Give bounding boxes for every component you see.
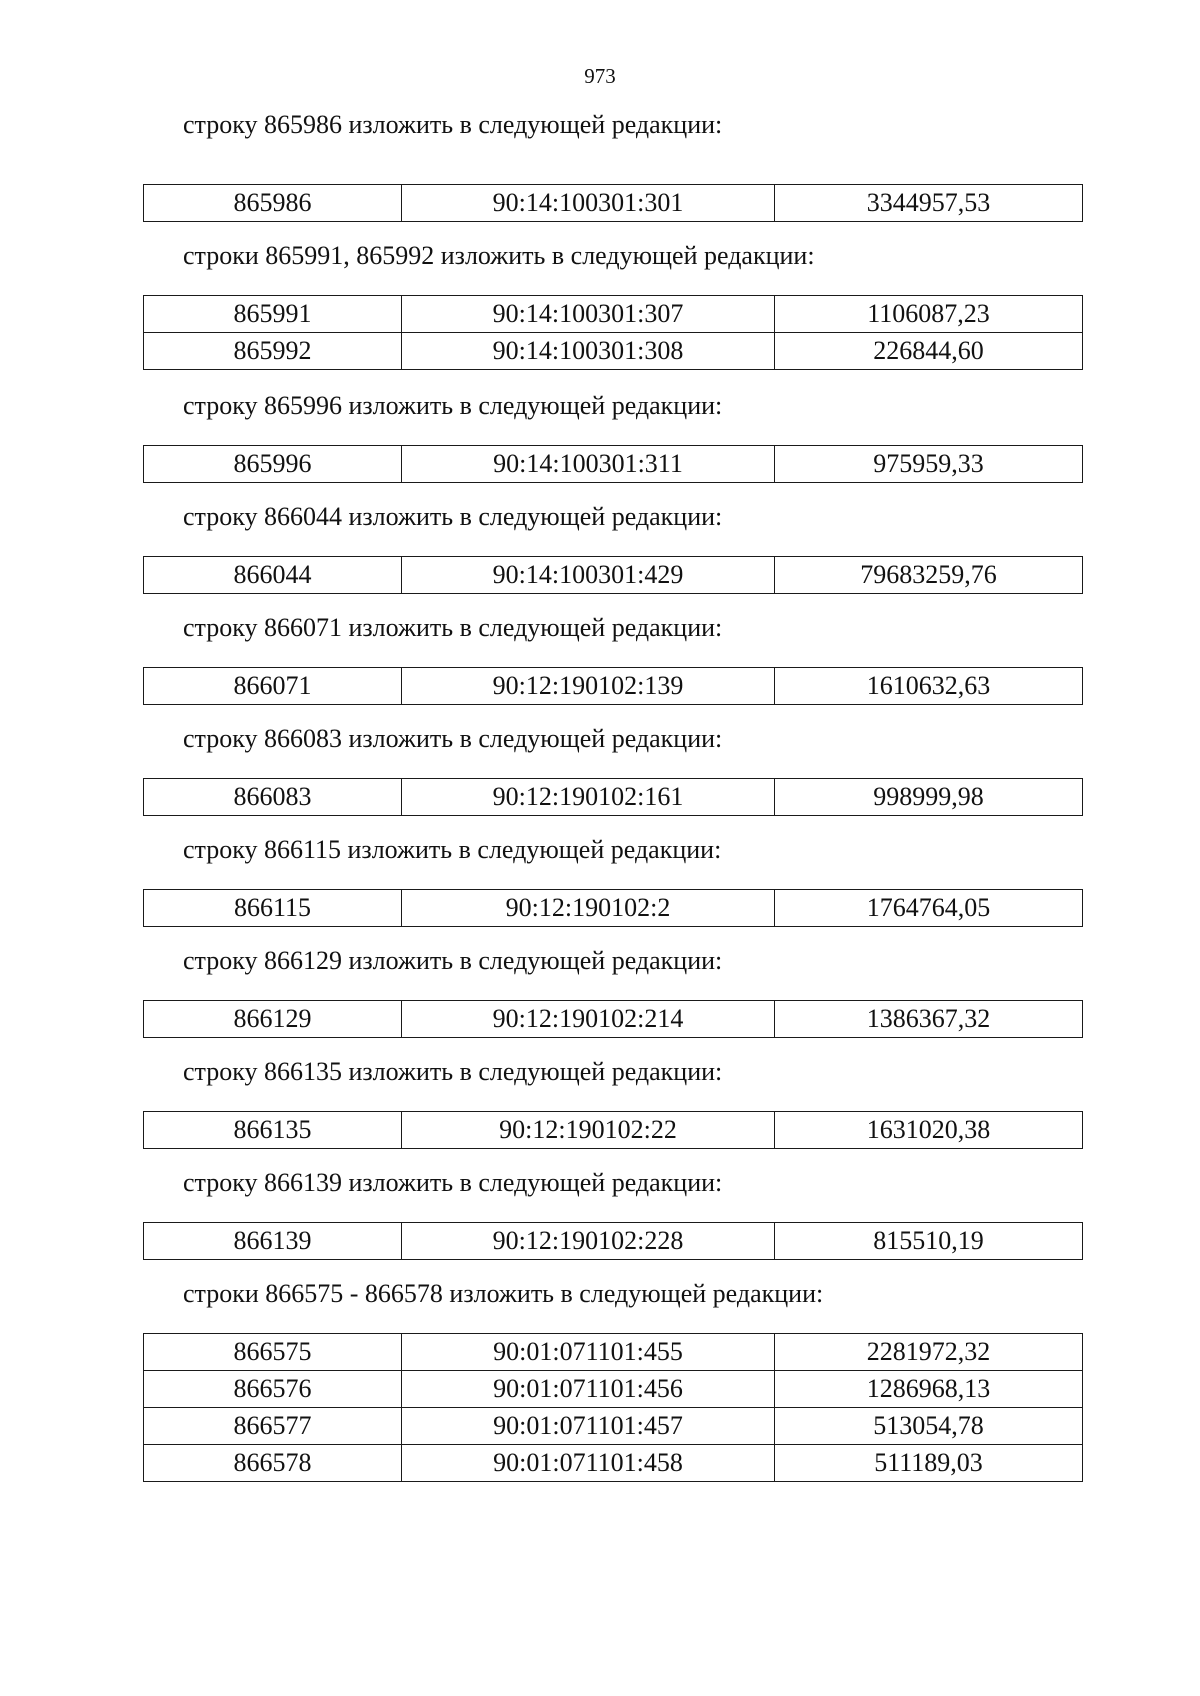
section-heading: строку 866071 изложить в следующей редакции:: [183, 613, 723, 642]
value-cell: 815510,19: [775, 1223, 1083, 1260]
table-row: [144, 1223, 1083, 1260]
table-row: [144, 1371, 1083, 1408]
table-row: [144, 446, 1083, 483]
value-cell: 226844,60: [775, 333, 1083, 370]
table-row: [144, 557, 1083, 594]
cadastral-number-cell: 90:12:190102:228: [402, 1223, 775, 1260]
section-heading: строки 866575 - 866578 изложить в следующей редакции:: [183, 1279, 824, 1308]
row-number-cell: 865991: [144, 296, 402, 333]
value-cell: 1286968,13: [775, 1371, 1083, 1408]
section-heading: строку 866139 изложить в следующей редакции:: [183, 1168, 723, 1197]
cadastral-number-cell: 90:12:190102:139: [402, 668, 775, 705]
section-heading: строку 865986 изложить в следующей редакции:: [183, 110, 723, 139]
page-number: 973: [584, 64, 616, 88]
row-number-cell: 865996: [144, 446, 402, 483]
table-row: [144, 1445, 1083, 1482]
cadastral-number-cell: 90:01:071101:456: [402, 1371, 775, 1408]
cadastral-number-cell: 90:01:071101:457: [402, 1408, 775, 1445]
value-cell: 513054,78: [775, 1408, 1083, 1445]
cadastral-number-cell: 90:12:190102:214: [402, 1001, 775, 1038]
cadastral-number-cell: 90:14:100301:311: [402, 446, 775, 483]
section-heading: строку 866083 изложить в следующей редакции:: [183, 724, 723, 753]
section-heading: строку 866135 изложить в следующей редакции:: [183, 1057, 723, 1086]
row-number-cell: 866139: [144, 1223, 402, 1260]
cadastral-number-cell: 90:01:071101:455: [402, 1334, 775, 1371]
amendment-table: [143, 889, 1083, 927]
section-heading: строку 866129 изложить в следующей редакции:: [183, 946, 723, 975]
amendment-table: [143, 1333, 1083, 1482]
value-cell: 511189,03: [775, 1445, 1083, 1482]
value-cell: 1631020,38: [775, 1112, 1083, 1149]
amendment-table: [143, 1000, 1083, 1038]
cadastral-number-cell: 90:12:190102:161: [402, 779, 775, 816]
cadastral-number-cell: 90:01:071101:458: [402, 1445, 775, 1482]
table-row: [144, 296, 1083, 333]
cadastral-number-cell: 90:12:190102:22: [402, 1112, 775, 1149]
amendment-table: [143, 1222, 1083, 1260]
amendment-table: [143, 667, 1083, 705]
cadastral-number-cell: 90:14:100301:429: [402, 557, 775, 594]
value-cell: 998999,98: [775, 779, 1083, 816]
table-row: [144, 185, 1083, 222]
amendment-table: [143, 1111, 1083, 1149]
amendment-table: [143, 445, 1083, 483]
row-number-cell: 866576: [144, 1371, 402, 1408]
value-cell: 1106087,23: [775, 296, 1083, 333]
row-number-cell: 865986: [144, 185, 402, 222]
amendment-table: [143, 184, 1083, 222]
section-heading: строку 866044 изложить в следующей редакции:: [183, 502, 723, 531]
row-number-cell: 866071: [144, 668, 402, 705]
value-cell: 975959,33: [775, 446, 1083, 483]
row-number-cell: 866129: [144, 1001, 402, 1038]
table-row: [144, 668, 1083, 705]
amendment-table: [143, 556, 1083, 594]
amendment-table: [143, 778, 1083, 816]
cadastral-number-cell: 90:14:100301:301: [402, 185, 775, 222]
table-row: [144, 779, 1083, 816]
row-number-cell: 866575: [144, 1334, 402, 1371]
row-number-cell: 866578: [144, 1445, 402, 1482]
table-row: [144, 1334, 1083, 1371]
cadastral-number-cell: 90:14:100301:307: [402, 296, 775, 333]
row-number-cell: 866115: [144, 890, 402, 927]
value-cell: 79683259,76: [775, 557, 1083, 594]
row-number-cell: 866135: [144, 1112, 402, 1149]
value-cell: 1386367,32: [775, 1001, 1083, 1038]
amendment-table: [143, 295, 1083, 370]
table-row: [144, 333, 1083, 370]
table-row: [144, 890, 1083, 927]
value-cell: 3344957,53: [775, 185, 1083, 222]
row-number-cell: 866044: [144, 557, 402, 594]
row-number-cell: 866577: [144, 1408, 402, 1445]
row-number-cell: 865992: [144, 333, 402, 370]
section-heading: строки 865991, 865992 изложить в следующей редакции:: [183, 241, 815, 270]
value-cell: 1764764,05: [775, 890, 1083, 927]
table-row: [144, 1112, 1083, 1149]
value-cell: 1610632,63: [775, 668, 1083, 705]
table-row: [144, 1001, 1083, 1038]
table-row: [144, 1408, 1083, 1445]
section-heading: строку 866115 изложить в следующей редакции:: [183, 835, 722, 864]
cadastral-number-cell: 90:12:190102:2: [402, 890, 775, 927]
cadastral-number-cell: 90:14:100301:308: [402, 333, 775, 370]
row-number-cell: 866083: [144, 779, 402, 816]
value-cell: 2281972,32: [775, 1334, 1083, 1371]
section-heading: строку 865996 изложить в следующей редакции:: [183, 391, 723, 420]
